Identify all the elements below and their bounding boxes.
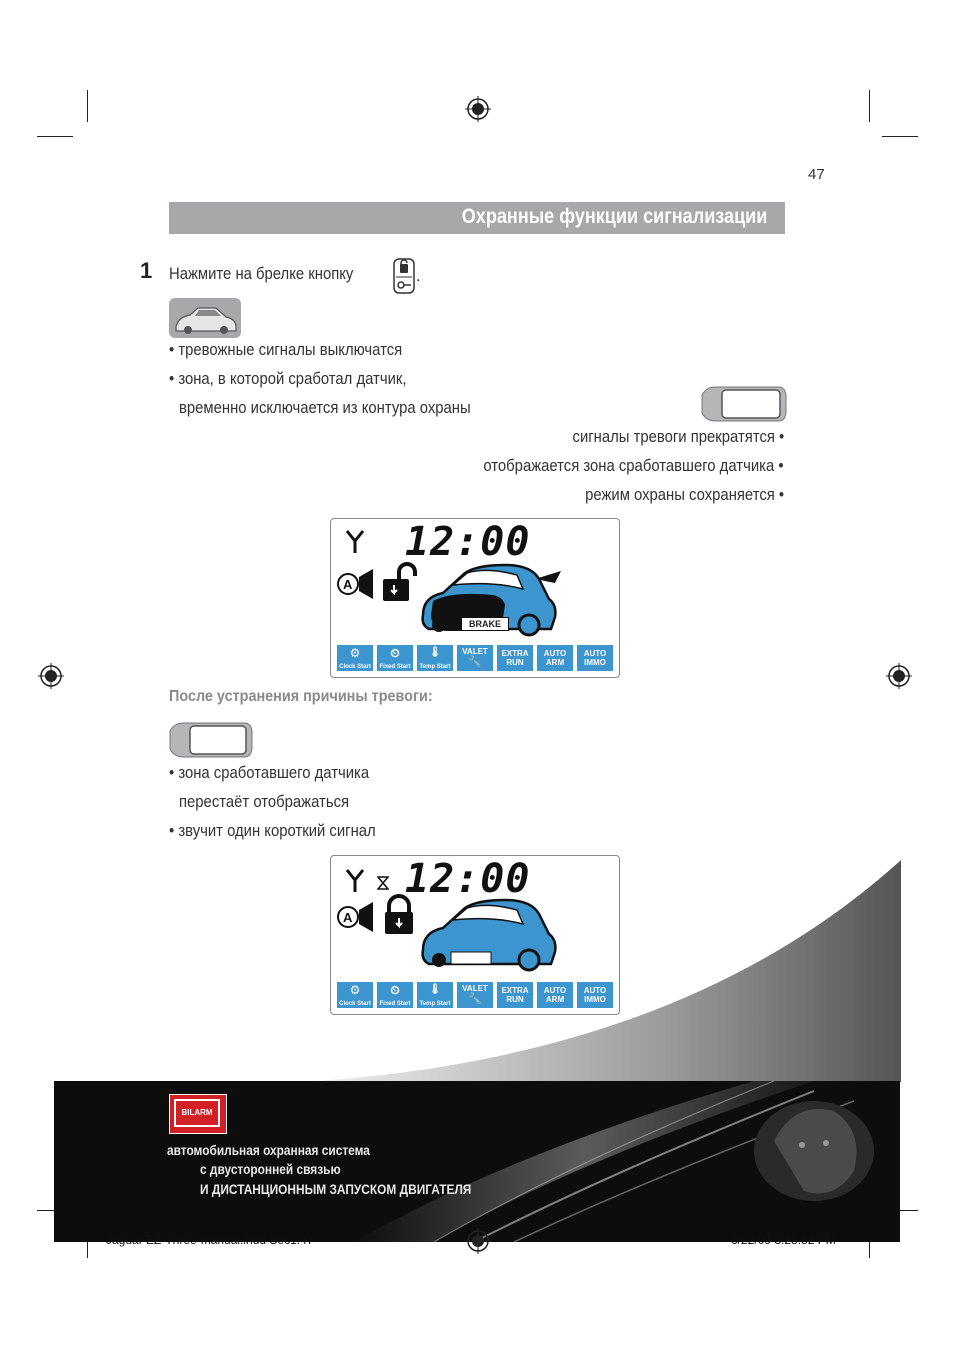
bullet-alarm-stops: сигналы тревоги прекратятся •: [572, 428, 784, 446]
footer-line-1: автомобильная охранная система: [167, 1142, 370, 1158]
registration-mark: [886, 663, 912, 689]
page-number: 47: [808, 166, 825, 183]
lcd-time: 12:00: [405, 519, 531, 565]
bilarm-logo: [169, 1094, 227, 1134]
brake-label: BRAKE: [468, 619, 501, 629]
temp-start-icon: 🌡 Temp Start: [417, 645, 453, 671]
lcd-display-alarm: [330, 518, 620, 678]
footer-line-3: И ДИСТАНЦИОННЫМ ЗАПУСКОМ ДВИГАТЕЛЯ: [200, 1181, 472, 1197]
section-title-bar: [169, 202, 785, 234]
locked-padlock-icon: [383, 894, 415, 936]
hourglass-icon: [377, 876, 389, 890]
crop-mark: [87, 90, 88, 122]
siren-icon: [337, 900, 377, 934]
pager-icon: [168, 719, 254, 761]
registration-mark: [465, 96, 491, 122]
bullet-zone-hidden-cont: перестаёт отображаться: [179, 793, 350, 811]
key-fob-button-icon: [393, 258, 415, 294]
auto-immo-icon: AUTO IMMO: [577, 645, 613, 671]
section-title: Охранные функции сигнализации: [461, 205, 767, 228]
lcd-time: 12:00: [405, 856, 531, 902]
bullet-mode-kept: режим охраны сохраняется •: [584, 486, 784, 504]
brake-indicator: [461, 617, 509, 631]
footer-banner: [54, 1081, 900, 1242]
auto-arm-icon: AUTO ARM: [537, 645, 573, 671]
crop-mark: [37, 136, 73, 137]
svg-text:A: A: [343, 910, 353, 925]
temp-start-icon: 🌡 Temp Start: [417, 982, 453, 1008]
lcd-display-armed: [330, 855, 620, 1015]
valet-icon: VALET 🔧: [457, 645, 493, 671]
bilarm-logo-text: BILARM: [174, 1099, 220, 1127]
step-number: 1: [140, 258, 153, 283]
car-icon: [168, 297, 242, 339]
auto-arm-icon: AUTO ARM: [537, 982, 573, 1008]
footer-line-2: с двусторонней связью: [200, 1161, 341, 1177]
registration-mark: [465, 1228, 491, 1254]
svg-text:A: A: [343, 577, 353, 592]
bullet-zone-hidden: • зона сработавшего датчика: [169, 764, 370, 782]
extra-run-icon: EXTRA RUN: [497, 645, 533, 671]
siren-icon: [337, 567, 377, 601]
fixed-start-icon: ⏲ Fixed Start: [377, 645, 413, 671]
lcd-icon-row: [337, 645, 613, 671]
valet-icon: VALET 🔧: [457, 982, 493, 1008]
after-alarm-heading: После устранения причины тревоги:: [169, 688, 433, 705]
bullet-alarms-off: • тревожные сигналы выключатся: [169, 341, 403, 359]
car-icon: [417, 892, 557, 974]
clock-start-icon: ⚙ Clock Start: [337, 645, 373, 671]
bullet-zone-displayed: отображается зона сработавшего датчика •: [483, 457, 784, 475]
auto-immo-icon: AUTO IMMO: [577, 982, 613, 1008]
crop-mark: [869, 90, 870, 122]
unlocked-padlock-icon: [381, 561, 419, 603]
bullet-zone-excluded-cont: временно исключается из контура охраны: [179, 399, 471, 417]
clock-start-icon: ⚙ Clock Start: [337, 982, 373, 1008]
antenna-icon: [345, 529, 365, 555]
bullet-short-signal: • звучит один короткий сигнал: [169, 822, 376, 840]
bullet-zone-excluded: • зона, в которой сработал датчик,: [169, 370, 407, 388]
pager-icon: [700, 383, 788, 425]
lcd-icon-row: [337, 982, 613, 1008]
antenna-icon: [345, 868, 365, 894]
step-instruction-end: .: [416, 268, 421, 285]
crop-mark: [882, 136, 918, 137]
registration-mark: [38, 663, 64, 689]
step-instruction: Нажмите на брелке кнопку: [169, 265, 354, 283]
fixed-start-icon: ⏲ Fixed Start: [377, 982, 413, 1008]
slug-right: 6/22/09 3:28:52 PM: [731, 1233, 836, 1247]
extra-run-icon: EXTRA RUN: [497, 982, 533, 1008]
slug-left: Jaguar EZ-Three-manual.indd Sec1:47: [106, 1233, 314, 1247]
